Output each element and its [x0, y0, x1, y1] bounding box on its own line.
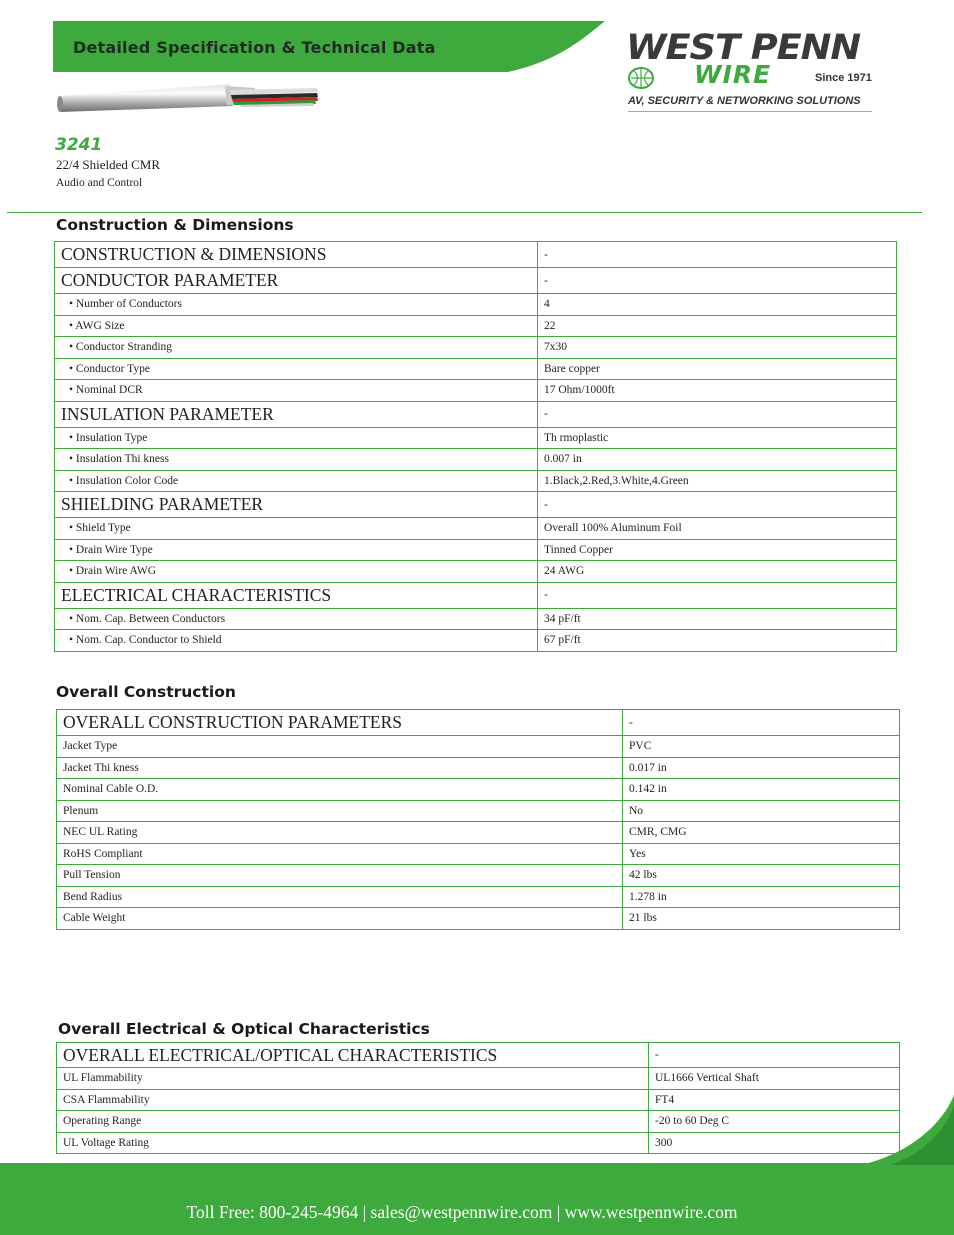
row-value: 0.007 in — [538, 449, 897, 471]
row-value: - — [538, 401, 897, 427]
row-label: • Nom. Cap. Conductor to Shield — [55, 630, 538, 652]
row-heading: SHIELDING PARAMETER — [55, 492, 538, 518]
row-value: - — [538, 492, 897, 518]
table-row — [57, 865, 900, 887]
row-value: No — [623, 800, 900, 822]
table-row — [55, 358, 897, 380]
table-row — [55, 492, 897, 518]
row-heading: INSULATION PARAMETER — [55, 401, 538, 427]
table-row — [55, 470, 897, 492]
table-row — [57, 800, 900, 822]
electrical-table — [56, 1042, 900, 1154]
row-value: 42 lbs — [623, 865, 900, 887]
construction-table — [54, 241, 897, 652]
row-label: • Number of Conductors — [55, 294, 538, 316]
logo-line1: WEST PENN — [626, 28, 861, 68]
table-row — [55, 242, 897, 268]
row-value: - — [538, 242, 897, 268]
row-label: • Insulation Thi kness — [55, 449, 538, 471]
table-row — [55, 582, 897, 608]
row-value: 1.Black,2.Red,3.White,4.Green — [538, 470, 897, 492]
table-row — [55, 337, 897, 359]
table-row — [55, 294, 897, 316]
logo-tagline: AV, SECURITY & NETWORKING SOLUTIONS — [628, 95, 861, 107]
table-row — [55, 401, 897, 427]
logo-since: Since 1971 — [815, 72, 872, 84]
product-description: 22/4 Shielded CMR — [56, 157, 161, 172]
row-value: CMR, CMG — [623, 822, 900, 844]
table-row — [57, 822, 900, 844]
row-value: PVC — [623, 736, 900, 758]
table-row — [57, 886, 900, 908]
table-row — [55, 630, 897, 652]
row-label: CSA Flammability — [57, 1089, 649, 1111]
row-label: • Conductor Stranding — [55, 337, 538, 359]
row-label: NEC UL Rating — [57, 822, 623, 844]
row-label: UL Voltage Rating — [57, 1132, 649, 1154]
row-label: Jacket Type — [57, 736, 623, 758]
table-row — [57, 1068, 900, 1090]
table-row — [55, 427, 897, 449]
row-label: Cable Weight — [57, 908, 623, 930]
row-heading: CONDUCTOR PARAMETER — [55, 268, 538, 294]
row-label: • Drain Wire AWG — [55, 561, 538, 583]
table-row — [57, 736, 900, 758]
header-banner — [53, 21, 605, 72]
section-divider — [7, 212, 922, 213]
table-row — [55, 518, 897, 540]
table-row — [55, 608, 897, 630]
table-row — [55, 315, 897, 337]
row-value: - — [538, 268, 897, 294]
row-value: Bare copper — [538, 358, 897, 380]
row-label: Operating Range — [57, 1111, 649, 1133]
row-value: UL1666 Vertical Shaft — [649, 1068, 900, 1090]
table-row — [57, 1089, 900, 1111]
row-label: • Nom. Cap. Between Conductors — [55, 608, 538, 630]
row-value: 34 pF/ft — [538, 608, 897, 630]
row-label: • Insulation Type — [55, 427, 538, 449]
table-row — [55, 539, 897, 561]
overall-construction-table — [56, 709, 900, 930]
row-label: • Insulation Color Code — [55, 470, 538, 492]
row-value: 67 pF/ft — [538, 630, 897, 652]
product-id: 3241 — [55, 135, 103, 155]
footer-corner-swoosh — [860, 1095, 954, 1165]
table-row — [57, 1111, 900, 1133]
row-value: 0.142 in — [623, 779, 900, 801]
footer-contact: Toll Free: 800-245-4964 | sales@westpennwire.com | www.westpennwire.com — [186, 1202, 738, 1222]
table-row — [57, 843, 900, 865]
row-heading: CONSTRUCTION & DIMENSIONS — [55, 242, 538, 268]
west-penn-wire-logo — [624, 28, 899, 114]
footer-banner — [0, 1163, 954, 1235]
row-value: - — [649, 1043, 900, 1068]
table-row — [57, 779, 900, 801]
row-value: Overall 100% Aluminum Foil — [538, 518, 897, 540]
row-value: 1.278 in — [623, 886, 900, 908]
row-label: • AWG Size — [55, 315, 538, 337]
table-row — [57, 757, 900, 779]
row-label: Nominal Cable O.D. — [57, 779, 623, 801]
row-value: 4 — [538, 294, 897, 316]
row-heading: OVERALL CONSTRUCTION PARAMETERS — [57, 710, 623, 736]
row-value: -20 to 60 Deg C — [649, 1111, 900, 1133]
table-row — [57, 710, 900, 736]
electrical-section-title: Overall Electrical & Optical Characteristics — [58, 1020, 430, 1038]
row-label: • Nominal DCR — [55, 380, 538, 402]
row-value: - — [623, 710, 900, 736]
table-row — [55, 561, 897, 583]
row-value: - — [538, 582, 897, 608]
table-row — [57, 908, 900, 930]
cable-image — [55, 80, 325, 114]
row-label: • Drain Wire Type — [55, 539, 538, 561]
row-value: 7x30 — [538, 337, 897, 359]
row-value: Tinned Copper — [538, 539, 897, 561]
globe-icon — [628, 66, 656, 90]
row-value: 22 — [538, 315, 897, 337]
row-label: Plenum — [57, 800, 623, 822]
row-heading: ELECTRICAL CHARACTERISTICS — [55, 582, 538, 608]
product-subtitle: Audio and Control — [56, 177, 143, 189]
row-label: RoHS Compliant — [57, 843, 623, 865]
row-label: Bend Radius — [57, 886, 623, 908]
row-label: Jacket Thi kness — [57, 757, 623, 779]
table-row — [55, 268, 897, 294]
row-label: • Shield Type — [55, 518, 538, 540]
row-label: Pull Tension — [57, 865, 623, 887]
table-row — [55, 449, 897, 471]
row-value: FT4 — [649, 1089, 900, 1111]
row-value: Yes — [623, 843, 900, 865]
row-heading: OVERALL ELECTRICAL/OPTICAL CHARACTERISTICS — [57, 1043, 649, 1068]
table-row — [57, 1043, 900, 1068]
overall-construction-section-title: Overall Construction — [56, 683, 236, 701]
row-value: 24 AWG — [538, 561, 897, 583]
construction-section-title: Construction & Dimensions — [56, 216, 294, 234]
logo-line2: WIRE — [694, 60, 772, 89]
row-value: Th rmoplastic — [538, 427, 897, 449]
row-value: 21 lbs — [623, 908, 900, 930]
logo-underline — [628, 111, 872, 112]
header-title: Detailed Specification & Technical Data — [73, 38, 436, 57]
row-value: 300 — [649, 1132, 900, 1154]
footer-banner-shape — [0, 1163, 954, 1235]
row-value: 17 Ohm/1000ft — [538, 380, 897, 402]
table-row — [55, 380, 897, 402]
row-value: 0.017 in — [623, 757, 900, 779]
table-row — [57, 1132, 900, 1154]
row-label: UL Flammability — [57, 1068, 649, 1090]
row-label: • Conductor Type — [55, 358, 538, 380]
